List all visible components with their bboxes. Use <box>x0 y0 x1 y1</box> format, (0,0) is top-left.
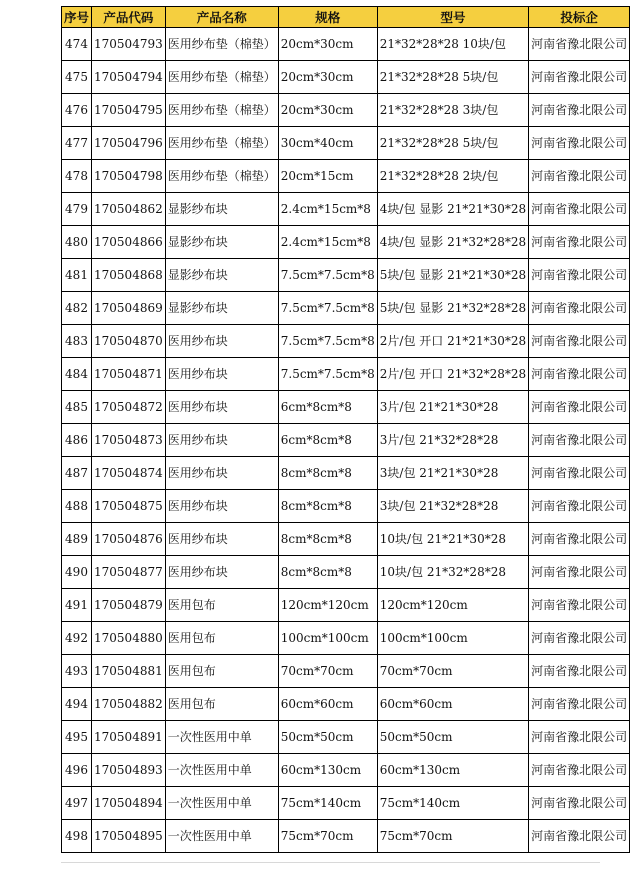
cell-code: 170504796 <box>92 127 166 160</box>
cell-seq: 495 <box>62 721 92 754</box>
header-row <box>62 7 630 28</box>
cell-tender: 河南省豫北限公司 <box>529 325 630 358</box>
cell-spec: 7.5cm*7.5cm*8 <box>278 358 377 391</box>
cell-name: 显影纱布块 <box>165 193 278 226</box>
cell-model: 5块/包 显影 21*32*28*28 <box>377 292 528 325</box>
cell-model: 60cm*130cm <box>377 754 528 787</box>
cell-tender: 河南省豫北限公司 <box>529 490 630 523</box>
cell-code: 170504893 <box>92 754 166 787</box>
table-row <box>62 94 630 127</box>
cell-model: 21*32*28*28 3块/包 <box>377 94 528 127</box>
cell-tender: 河南省豫北限公司 <box>529 94 630 127</box>
cell-model: 3块/包 21*32*28*28 <box>377 490 528 523</box>
cell-name: 一次性医用中单 <box>165 721 278 754</box>
cell-tender: 河南省豫北限公司 <box>529 292 630 325</box>
cell-tender: 河南省豫北限公司 <box>529 160 630 193</box>
cell-model: 21*32*28*28 2块/包 <box>377 160 528 193</box>
table-row <box>62 589 630 622</box>
cell-name: 医用包布 <box>165 622 278 655</box>
cell-name: 医用纱布块 <box>165 325 278 358</box>
cell-name: 医用包布 <box>165 655 278 688</box>
table-row <box>62 292 630 325</box>
cell-spec: 70cm*70cm <box>278 655 377 688</box>
cell-name: 医用纱布块 <box>165 424 278 457</box>
cell-spec: 7.5cm*7.5cm*8 <box>278 259 377 292</box>
cell-model: 5块/包 显影 21*21*30*28 <box>377 259 528 292</box>
cell-seq: 481 <box>62 259 92 292</box>
cell-model: 2片/包 开口 21*21*30*28 <box>377 325 528 358</box>
cell-seq: 483 <box>62 325 92 358</box>
cell-spec: 60cm*130cm <box>278 754 377 787</box>
cell-seq: 474 <box>62 28 92 61</box>
cell-spec: 20cm*15cm <box>278 160 377 193</box>
cell-tender: 河南省豫北限公司 <box>529 787 630 820</box>
cell-spec: 8cm*8cm*8 <box>278 556 377 589</box>
cell-model: 70cm*70cm <box>377 655 528 688</box>
cell-code: 170504894 <box>92 787 166 820</box>
header-model: 型号 <box>377 7 528 28</box>
cell-tender: 河南省豫北限公司 <box>529 457 630 490</box>
cell-model: 4块/包 显影 21*32*28*28 <box>377 226 528 259</box>
cell-code: 170504794 <box>92 61 166 94</box>
cell-tender: 河南省豫北限公司 <box>529 127 630 160</box>
cell-name: 医用包布 <box>165 589 278 622</box>
cell-model: 75cm*140cm <box>377 787 528 820</box>
cell-code: 170504880 <box>92 622 166 655</box>
cell-tender: 河南省豫北限公司 <box>529 556 630 589</box>
header-spec: 规格 <box>278 7 377 28</box>
cell-name: 医用纱布垫（棉垫） <box>165 61 278 94</box>
cell-code: 170504869 <box>92 292 166 325</box>
cell-spec: 6cm*8cm*8 <box>278 391 377 424</box>
cell-model: 3片/包 21*32*28*28 <box>377 424 528 457</box>
cell-code: 170504873 <box>92 424 166 457</box>
header-seq: 序号 <box>62 7 92 28</box>
cell-code: 170504875 <box>92 490 166 523</box>
cell-spec: 120cm*120cm <box>278 589 377 622</box>
cell-tender: 河南省豫北限公司 <box>529 622 630 655</box>
cell-tender: 河南省豫北限公司 <box>529 358 630 391</box>
cell-code: 170504895 <box>92 820 166 853</box>
cell-spec: 2.4cm*15cm*8 <box>278 226 377 259</box>
cell-code: 170504877 <box>92 556 166 589</box>
cell-code: 170504891 <box>92 721 166 754</box>
cell-seq: 486 <box>62 424 92 457</box>
table-header <box>62 7 630 28</box>
cell-seq: 492 <box>62 622 92 655</box>
cell-model: 21*32*28*28 10块/包 <box>377 28 528 61</box>
cell-seq: 480 <box>62 226 92 259</box>
header-name: 产品名称 <box>165 7 278 28</box>
cell-seq: 497 <box>62 787 92 820</box>
table-row <box>62 193 630 226</box>
cell-tender: 河南省豫北限公司 <box>529 193 630 226</box>
cell-name: 医用纱布垫（棉垫） <box>165 127 278 160</box>
cell-spec: 100cm*100cm <box>278 622 377 655</box>
cell-seq: 496 <box>62 754 92 787</box>
table-row <box>62 490 630 523</box>
cell-seq: 493 <box>62 655 92 688</box>
cell-spec: 75cm*140cm <box>278 787 377 820</box>
cell-model: 10块/包 21*21*30*28 <box>377 523 528 556</box>
cell-code: 170504874 <box>92 457 166 490</box>
cell-code: 170504793 <box>92 28 166 61</box>
cell-spec: 7.5cm*7.5cm*8 <box>278 325 377 358</box>
cell-tender: 河南省豫北限公司 <box>529 61 630 94</box>
table-row <box>62 457 630 490</box>
cell-tender: 河南省豫北限公司 <box>529 721 630 754</box>
table-row <box>62 820 630 853</box>
cell-seq: 491 <box>62 589 92 622</box>
cell-spec: 75cm*70cm <box>278 820 377 853</box>
cell-seq: 482 <box>62 292 92 325</box>
table-row <box>62 28 630 61</box>
table-row <box>62 127 630 160</box>
cell-model: 21*32*28*28 5块/包 <box>377 127 528 160</box>
table-row <box>62 160 630 193</box>
header-code: 产品代码 <box>92 7 166 28</box>
cell-name: 医用纱布块 <box>165 391 278 424</box>
cell-name: 医用纱布块 <box>165 457 278 490</box>
cell-code: 170504798 <box>92 160 166 193</box>
table-row <box>62 523 630 556</box>
cell-code: 170504872 <box>92 391 166 424</box>
cell-name: 医用包布 <box>165 688 278 721</box>
cell-spec: 60cm*60cm <box>278 688 377 721</box>
table-row <box>62 655 630 688</box>
product-table <box>61 6 630 853</box>
cell-spec: 50cm*50cm <box>278 721 377 754</box>
cell-name: 医用纱布垫（棉垫） <box>165 28 278 61</box>
cell-seq: 479 <box>62 193 92 226</box>
cell-code: 170504862 <box>92 193 166 226</box>
table-row <box>62 556 630 589</box>
cell-name: 医用纱布垫（棉垫） <box>165 160 278 193</box>
cell-tender: 河南省豫北限公司 <box>529 655 630 688</box>
cell-tender: 河南省豫北限公司 <box>529 589 630 622</box>
cell-model: 3片/包 21*21*30*28 <box>377 391 528 424</box>
cell-spec: 7.5cm*7.5cm*8 <box>278 292 377 325</box>
table-row <box>62 61 630 94</box>
table-row <box>62 787 630 820</box>
cell-seq: 490 <box>62 556 92 589</box>
cell-tender: 河南省豫北限公司 <box>529 226 630 259</box>
cell-seq: 489 <box>62 523 92 556</box>
table-row <box>62 688 630 721</box>
table-row <box>62 754 630 787</box>
table-row <box>62 424 630 457</box>
cell-code: 170504795 <box>92 94 166 127</box>
cell-model: 21*32*28*28 5块/包 <box>377 61 528 94</box>
bottom-divider <box>61 862 600 863</box>
cell-spec: 6cm*8cm*8 <box>278 424 377 457</box>
cell-model: 75cm*70cm <box>377 820 528 853</box>
cell-tender: 河南省豫北限公司 <box>529 688 630 721</box>
cell-name: 一次性医用中单 <box>165 754 278 787</box>
cell-spec: 30cm*40cm <box>278 127 377 160</box>
cell-spec: 2.4cm*15cm*8 <box>278 193 377 226</box>
cell-code: 170504876 <box>92 523 166 556</box>
table-row <box>62 358 630 391</box>
cell-model: 3块/包 21*21*30*28 <box>377 457 528 490</box>
cell-tender: 河南省豫北限公司 <box>529 259 630 292</box>
cell-name: 医用纱布块 <box>165 358 278 391</box>
cell-seq: 485 <box>62 391 92 424</box>
cell-model: 4块/包 显影 21*21*30*28 <box>377 193 528 226</box>
cell-code: 170504866 <box>92 226 166 259</box>
cell-name: 显影纱布块 <box>165 226 278 259</box>
cell-spec: 8cm*8cm*8 <box>278 490 377 523</box>
cell-name: 医用纱布块 <box>165 556 278 589</box>
header-tender: 投标企 <box>529 7 630 28</box>
cell-code: 170504879 <box>92 589 166 622</box>
cell-seq: 488 <box>62 490 92 523</box>
table-row <box>62 325 630 358</box>
cell-model: 50cm*50cm <box>377 721 528 754</box>
table-row <box>62 259 630 292</box>
cell-tender: 河南省豫北限公司 <box>529 523 630 556</box>
cell-name: 显影纱布块 <box>165 292 278 325</box>
cell-seq: 476 <box>62 94 92 127</box>
table-row <box>62 226 630 259</box>
table-row <box>62 391 630 424</box>
cell-tender: 河南省豫北限公司 <box>529 820 630 853</box>
cell-spec: 20cm*30cm <box>278 61 377 94</box>
cell-code: 170504870 <box>92 325 166 358</box>
cell-seq: 475 <box>62 61 92 94</box>
cell-tender: 河南省豫北限公司 <box>529 754 630 787</box>
cell-code: 170504881 <box>92 655 166 688</box>
cell-model: 2片/包 开口 21*32*28*28 <box>377 358 528 391</box>
table-row <box>62 622 630 655</box>
cell-name: 一次性医用中单 <box>165 820 278 853</box>
cell-name: 医用纱布垫（棉垫） <box>165 94 278 127</box>
cell-code: 170504871 <box>92 358 166 391</box>
cell-model: 60cm*60cm <box>377 688 528 721</box>
cell-name: 医用纱布块 <box>165 523 278 556</box>
cell-model: 120cm*120cm <box>377 589 528 622</box>
cell-spec: 8cm*8cm*8 <box>278 457 377 490</box>
cell-spec: 20cm*30cm <box>278 28 377 61</box>
cell-spec: 8cm*8cm*8 <box>278 523 377 556</box>
cell-name: 医用纱布块 <box>165 490 278 523</box>
cell-name: 显影纱布块 <box>165 259 278 292</box>
table-body <box>62 28 630 853</box>
cell-seq: 487 <box>62 457 92 490</box>
table-row <box>62 721 630 754</box>
cell-tender: 河南省豫北限公司 <box>529 391 630 424</box>
cell-seq: 478 <box>62 160 92 193</box>
cell-spec: 20cm*30cm <box>278 94 377 127</box>
cell-model: 100cm*100cm <box>377 622 528 655</box>
cell-tender: 河南省豫北限公司 <box>529 424 630 457</box>
cell-model: 10块/包 21*32*28*28 <box>377 556 528 589</box>
cell-name: 一次性医用中单 <box>165 787 278 820</box>
cell-seq: 484 <box>62 358 92 391</box>
cell-seq: 498 <box>62 820 92 853</box>
cell-seq: 477 <box>62 127 92 160</box>
cell-code: 170504882 <box>92 688 166 721</box>
cell-tender: 河南省豫北限公司 <box>529 28 630 61</box>
cell-code: 170504868 <box>92 259 166 292</box>
cell-seq: 494 <box>62 688 92 721</box>
